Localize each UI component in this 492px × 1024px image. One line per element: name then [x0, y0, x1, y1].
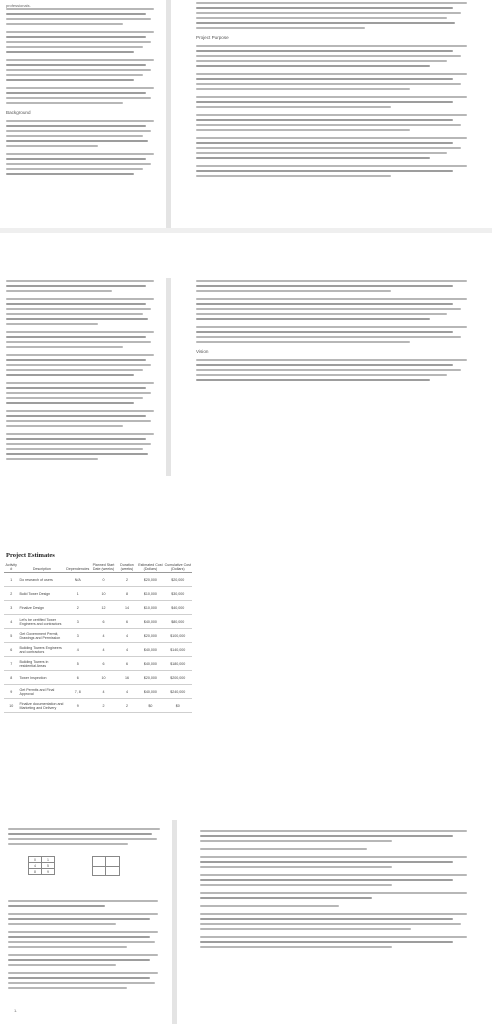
column-header: Cumulative Cost (Dollars)	[164, 563, 191, 572]
paragraph	[8, 900, 164, 907]
text-block	[6, 8, 160, 175]
table-cell-cost: $10,000	[137, 587, 163, 601]
table-cell-cost: $40,000	[137, 657, 163, 671]
text-block	[8, 900, 164, 989]
table-cell-cumulative: $200,000	[164, 671, 192, 685]
table-cell-cumulative: $30,000	[164, 587, 192, 601]
paragraph	[196, 114, 478, 131]
paragraph	[196, 298, 478, 320]
paragraph	[196, 359, 478, 381]
table-cell-deps: 3	[65, 629, 90, 643]
table-cell-description: Get Permits and Final Approval	[18, 685, 65, 699]
table-cell-duration: 2	[117, 573, 138, 587]
value-mini-table	[28, 856, 55, 875]
table-row	[29, 869, 55, 875]
table-cell-duration: 4	[117, 629, 138, 643]
column-header: Duration (weeks)	[117, 562, 138, 573]
paragraph	[6, 120, 160, 147]
table-cell-deps: 4	[65, 643, 90, 657]
table-cell-cost: $40,000	[137, 615, 163, 629]
paragraph	[6, 87, 160, 104]
paragraph	[196, 45, 478, 67]
table-cell-id: 1	[4, 573, 18, 587]
table-row	[4, 657, 192, 671]
column-header: Dependencies	[65, 562, 90, 573]
table-cell-cost: $20,000	[137, 629, 163, 643]
paragraph	[200, 892, 478, 899]
paragraph	[196, 96, 478, 108]
paragraph	[6, 31, 160, 53]
table-cell-cost: $10,000	[137, 601, 163, 615]
table-cell-deps: 6	[65, 671, 90, 685]
table-row	[4, 671, 192, 685]
page-bottom-right	[194, 820, 484, 1024]
table-cell-duration: 6	[117, 615, 138, 629]
table-cell-description: Finalize Design	[18, 601, 65, 615]
table-cell-deps: 5	[65, 657, 90, 671]
table-row	[4, 587, 192, 601]
table-cell-cost: $20,000	[137, 671, 163, 685]
table-cell-start: 2	[90, 699, 116, 713]
table-cell-id: 2	[4, 587, 18, 601]
paragraph	[6, 280, 160, 292]
table-cell-duration: 8	[117, 587, 138, 601]
text-block	[200, 830, 478, 948]
paragraph	[6, 382, 160, 404]
project-estimates-table	[4, 562, 192, 713]
paragraph	[200, 874, 478, 886]
table-cell: 9	[42, 869, 55, 875]
page-gap	[0, 228, 492, 233]
table-cell-duration: 6	[117, 657, 138, 671]
table-row	[4, 601, 192, 615]
table-cell: 0	[29, 857, 42, 863]
paragraph	[8, 972, 164, 989]
table-cell-deps: 3	[65, 615, 90, 629]
paragraph	[6, 354, 160, 376]
table-row	[4, 615, 192, 629]
table-row	[4, 629, 192, 643]
paragraph	[8, 954, 164, 966]
lead-text: professionals.	[6, 3, 31, 8]
table-cell-start: 10	[90, 671, 116, 685]
paragraph	[8, 828, 166, 845]
table-cell-description: Do research of users	[18, 573, 65, 587]
paragraph	[6, 410, 160, 427]
page-top-right	[194, 0, 484, 228]
text-block	[196, 2, 478, 177]
column-header: Planned Start Date (weeks)	[90, 562, 116, 573]
table-header-row	[4, 562, 192, 573]
page-divider	[166, 278, 171, 476]
paragraph	[8, 931, 164, 948]
table-cell-deps: N/A	[65, 573, 90, 587]
table-row	[4, 699, 192, 713]
table-cell-description: Get Government Permit, Drawings and Permission	[18, 629, 65, 643]
table-cell-id: 4	[4, 615, 18, 629]
column-header: Estimated Cost (Dollars)	[138, 563, 163, 572]
table-cell-start: 6	[90, 657, 116, 671]
page-divider	[166, 0, 171, 228]
page-middle-right	[194, 278, 484, 476]
paragraph	[196, 326, 478, 343]
table-cell-cumulative: $100,000	[164, 629, 192, 643]
table-cell: 4	[29, 863, 42, 869]
table-cell-cost: $40,000	[137, 685, 163, 699]
grid-diagram	[92, 856, 120, 876]
table-cell-duration: 16	[117, 671, 138, 685]
paragraph	[196, 73, 478, 90]
table-cell-id: 7	[4, 657, 18, 671]
table-cell-start: 4	[90, 629, 116, 643]
table-cell-start: 4	[90, 685, 116, 699]
table-cell-id: 5	[4, 629, 18, 643]
paragraph	[196, 280, 478, 292]
table-cell-cumulative: $40,000	[164, 601, 192, 615]
paragraph	[6, 331, 160, 348]
table-cell-start: 6	[90, 615, 116, 629]
table-cell-duration: 14	[117, 601, 138, 615]
table-cell-id: 8	[4, 671, 18, 685]
table-cell-cumulative: $80,000	[164, 615, 192, 629]
section-heading: Background	[6, 110, 31, 115]
paragraph	[200, 830, 478, 842]
table-cell-description: Tower Inspection	[18, 671, 65, 685]
page-middle-left	[0, 278, 164, 476]
paragraph	[8, 913, 164, 925]
text-block	[8, 828, 166, 845]
paragraph	[200, 936, 478, 948]
section-heading: Vision	[196, 349, 209, 354]
paragraph	[6, 8, 160, 25]
page-bottom-left	[0, 820, 170, 1024]
paragraph	[6, 59, 160, 81]
table-cell-id: 6	[4, 643, 18, 657]
table-cell-cost: $0	[137, 699, 163, 713]
table-cell-start: 4	[90, 643, 116, 657]
table-cell-cumulative: $0	[164, 699, 192, 713]
table-cell-description: Let's be certified Tower Engineers and contractors	[18, 615, 65, 629]
table-cell-cost: $40,000	[137, 643, 163, 657]
table-cell-start: 0	[90, 573, 116, 587]
column-header: Activity #	[5, 563, 17, 572]
paragraph	[200, 905, 478, 907]
table-cell-deps: 1	[65, 587, 90, 601]
table-cell-description: Build Tower Design	[18, 587, 65, 601]
table-cell-duration: 4	[117, 685, 138, 699]
table-cell-description: Building Towers in residential Areas	[18, 657, 65, 671]
text-block	[6, 280, 160, 460]
paragraph	[6, 433, 160, 460]
table-cell-description: Finalize documentation and Marketing and Delivery	[18, 699, 65, 713]
paragraph	[6, 298, 160, 325]
paragraph	[200, 848, 478, 850]
table-cell-id: 9	[4, 685, 18, 699]
project-table-title: Project Estimates	[6, 552, 55, 559]
table-cell: 5	[42, 863, 55, 869]
table-cell: 8	[29, 869, 42, 875]
table-cell-duration: 2	[117, 699, 138, 713]
table-cell-cumulative: $180,000	[164, 657, 192, 671]
section-heading: Project Purpose	[196, 35, 229, 40]
paragraph	[6, 153, 160, 175]
text-block	[196, 280, 478, 381]
table-row	[4, 643, 192, 657]
page-marker: 1.	[14, 1008, 18, 1013]
table-cell: 1	[42, 857, 55, 863]
paragraph	[196, 2, 478, 29]
table-cell-start: 12	[90, 601, 116, 615]
table-cell-duration: 4	[117, 643, 138, 657]
table-cell-deps: 7, 8	[65, 685, 90, 699]
table-cell-cumulative: $140,000	[164, 643, 192, 657]
page-top-left	[0, 0, 164, 228]
table-cell-cumulative: $240,000	[164, 685, 192, 699]
paragraph	[196, 137, 478, 159]
table-cell-id: 10	[4, 699, 18, 713]
table-cell-description: Building Towers Engineers and contractors	[18, 643, 65, 657]
paragraph	[196, 165, 478, 177]
table-row	[4, 685, 192, 699]
table-row	[4, 573, 192, 587]
table-cell-cumulative: $20,000	[164, 573, 192, 587]
table-cell-cost: $20,000	[137, 573, 163, 587]
paragraph	[200, 913, 478, 930]
table-cell-start: 10	[90, 587, 116, 601]
table-cell-deps: 9	[65, 699, 90, 713]
page-divider	[172, 820, 177, 1024]
paragraph	[200, 856, 478, 868]
table-cell-deps: 2	[65, 601, 90, 615]
table-cell-id: 3	[4, 601, 18, 615]
column-header: Description	[18, 562, 65, 573]
